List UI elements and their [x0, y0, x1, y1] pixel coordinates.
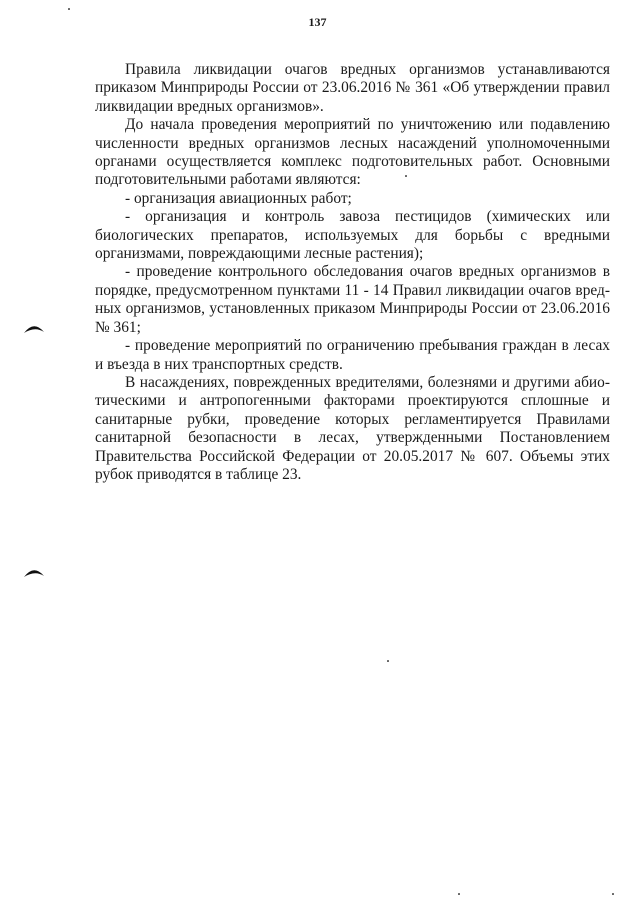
- list-item-inspection: - проведение контрольного обследования очагов вредных организмов в порядке, предусмотренном пунктами 11 - 14 Правил ликвидации очагов вредных организмов, установленных приказом Минприроды России от 23.06.2016 № 361;: [95, 263, 610, 336]
- scan-speck: [612, 893, 614, 895]
- scan-speck: [405, 175, 407, 177]
- scan-speck: [387, 660, 389, 662]
- binder-hole-mark-top: [23, 322, 45, 334]
- paragraph-preparatory-works: До начала проведения мероприятий по уничтожению или подавлению численности вредных организмов лесных насаждений уполномоченными органами осуществляется комплекс подготовительных работ. Основными подготовительными работами являются:: [95, 116, 610, 189]
- scan-speck: [458, 893, 460, 895]
- binder-hole-mark-bottom: [23, 566, 45, 578]
- list-item-pesticides: - организация и контроль завоза пестицидов (химических или биологических препаратов, используемых для борьбы с вредными организмами, повреждающими лесные растения);: [95, 208, 610, 263]
- document-body: [95, 61, 610, 484]
- list-item-aviation: - организация авиационных работ;: [125, 189, 352, 207]
- paragraph-felling: В насаждениях, поврежденных вредителями, болезнями и другими абиотическими и антропогенными факторами проектируются сплошные и санитарные рубки, проведение которых регламентируется Правилами санитарной безопасности в лесах, утвержденными Постановлением Правительства Российской Федерации от 20.05.2017 № 607. Объемы этих рубок приводятся в таблице 23.: [95, 373, 610, 483]
- page-number: 137: [308, 15, 327, 29]
- list-item-restriction: - проведение мероприятий по ограничению пребывания граждан в лесах и въезда в них транспортных средств.: [95, 337, 610, 373]
- paragraph-rules: Правила ликвидации очагов вредных организмов устанавливаются приказом Минприроды России от 23.06.2016 № 361 «Об утверждении правил ликвидации вредных организмов».: [95, 61, 610, 115]
- scan-speck: [68, 8, 70, 10]
